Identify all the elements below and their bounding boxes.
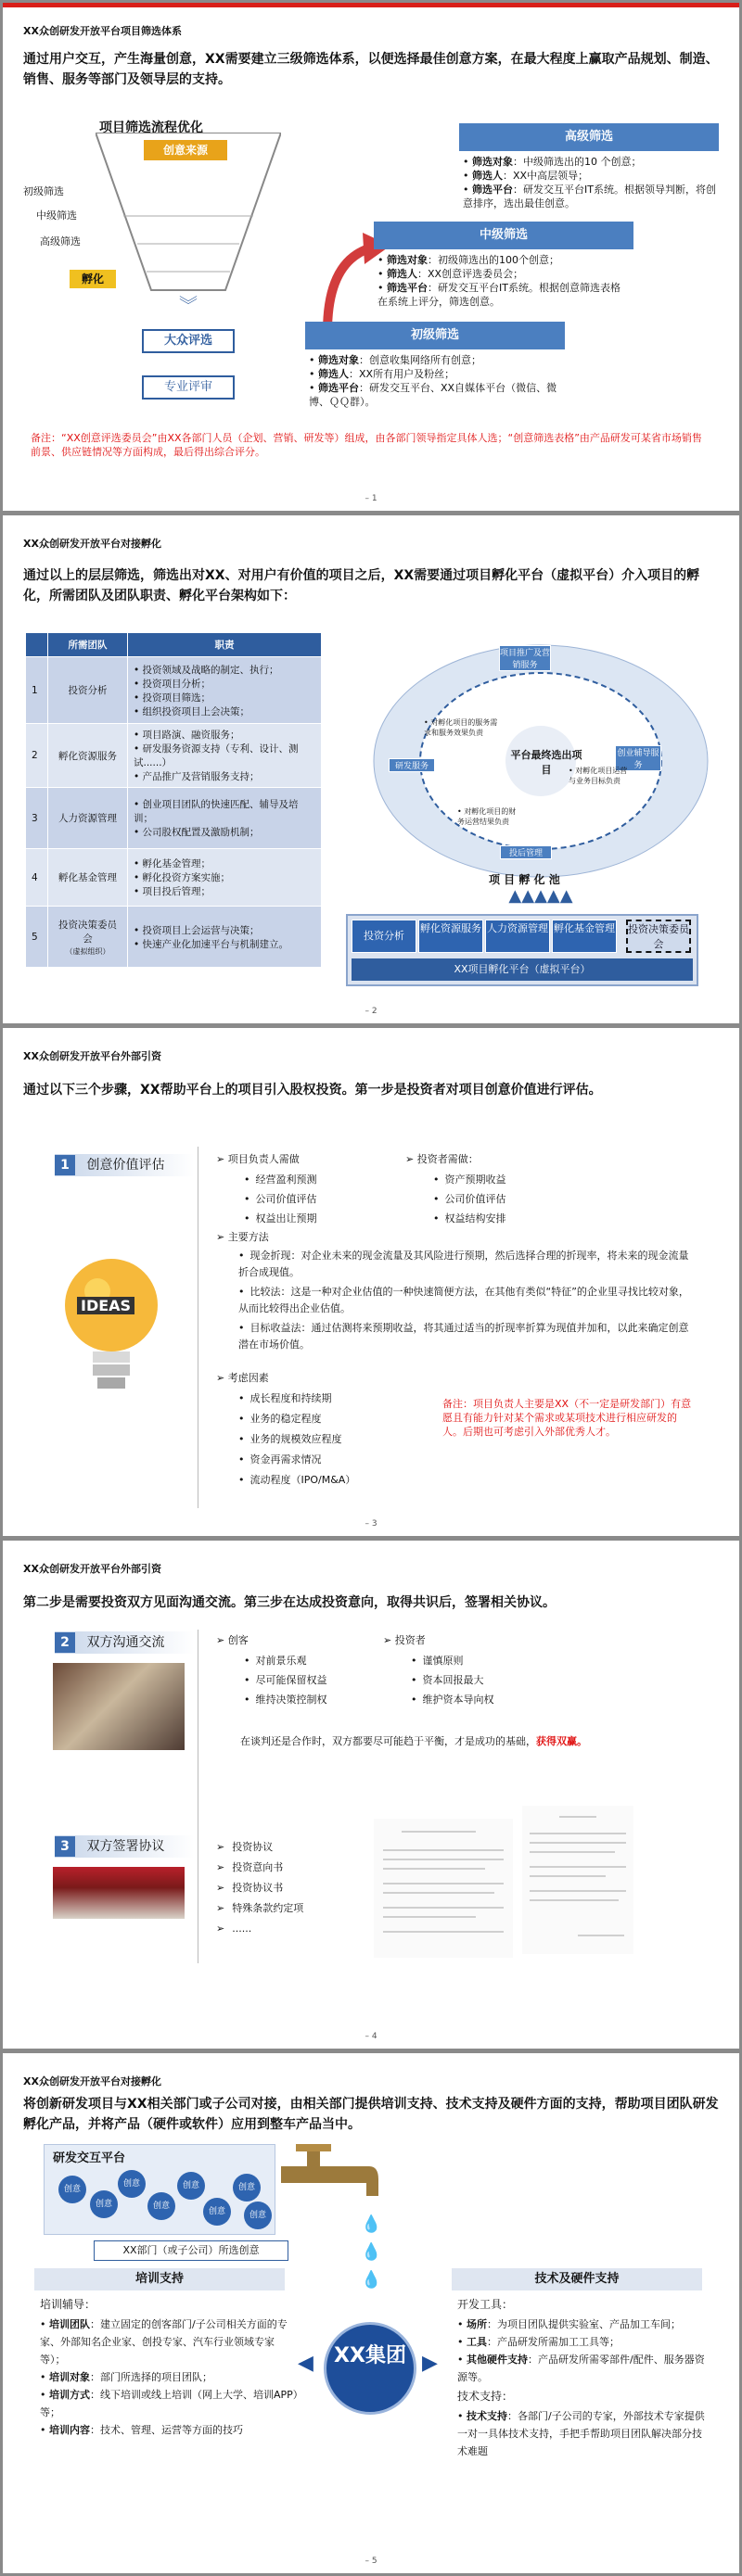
agreement-doc-thumbnail: [374, 1819, 513, 1958]
level-high-header: 高级筛选: [459, 123, 719, 151]
slide-4: [3, 1541, 739, 2049]
slide-title: XX众创研发开放平台对接孵化: [23, 538, 161, 550]
platform-label: 研发交互平台: [53, 2151, 126, 2165]
investor-block: [383, 1633, 494, 1709]
level-mid-line-3: • 筛选平台：研发交互平台IT系统。根据创意筛选表格在系统上评分，筛选创意。: [377, 282, 620, 308]
funnel-title: 项目筛选流程优化: [99, 121, 203, 135]
table-header-row: [26, 633, 322, 657]
platform-box-hr: 人力资源管理: [485, 920, 550, 953]
step-label: 创意价值评估: [86, 1158, 165, 1173]
agreement-doc-thumbnail: [522, 1806, 633, 1954]
train-item: • 培训内容：技术、管理、运营等方面的技巧: [40, 2424, 243, 2436]
page-number: – 5: [365, 2557, 377, 2566]
platform-name: XX项目孵化平台（虚拟平台）: [352, 958, 693, 981]
step-label: 双方签署协议: [86, 1839, 165, 1854]
slide-title: XX众创研发开放平台项目筛选体系: [23, 25, 182, 37]
step-label: 双方沟通交流: [86, 1635, 165, 1650]
level-high-body: [463, 155, 724, 210]
expert-review-label: 专业评审: [142, 375, 235, 400]
tech-body: [457, 2296, 708, 2460]
table-row: [26, 849, 322, 907]
method-title: ➢ 主要方法: [216, 1231, 269, 1243]
slide-lead: 通过以下三个步骤，XX帮助平台上的项目引入股权投资。第一步是投资者对项目创意价值进行评估。: [23, 1083, 602, 1098]
footnote: 备注：项目负责人主要是XX（不一定是研发部门）有意愿且有能力针对某个需求或某项技术进行相应研发的人。后期也可考虑引入外部优秀人才。: [442, 1398, 692, 1438]
step-number: 2: [55, 1632, 75, 1653]
level-high-line-2: • 筛选人：XX中高层领导；: [463, 170, 589, 182]
row-number: 1: [26, 657, 48, 724]
cycle-note-1: • 对孵化项目的服务需求和服务效果负责: [424, 718, 498, 737]
ideas-word: IDEAS: [77, 1297, 134, 1314]
page-number: – 1: [365, 494, 377, 503]
slide-lead: 将创新研发项目与XX相关部门或子公司对接，由相关部门提供培训支持、技术支持及硬件方面的支持，帮助项目团队研发孵化产品，并将产品（硬件或软件）应用到整车产品当中。: [23, 2097, 719, 2132]
doc-item: ➢ 投资协议书: [216, 1878, 303, 1898]
train-body: [40, 2296, 300, 2439]
table-row: [26, 788, 322, 849]
platform-box-fund: 孵化基金管理: [552, 920, 617, 953]
level-low-line-2: • 筛选人：XX所有用户及粉丝；: [309, 368, 455, 380]
step-2-bar: [55, 1631, 194, 1654]
tech-item: • 技术支持：各部门/子公司的专家，外部技术专家提供一对一具体技术支持，手把手帮助项目团队解决部分技术难题: [457, 2410, 705, 2457]
cycle-node-marketing: 项目推广及营销服务: [499, 645, 551, 671]
cycle-node-rnd: 研发服务: [389, 758, 435, 772]
step-1-bar: [55, 1154, 194, 1176]
slide-lead: 通过用户交互，产生海量创意，XX需要建立三级筛选体系，以便选择最佳创意方案，在最大程度上赢取产品规划、制造、销售、服务等部门及领导层的支持。: [23, 52, 719, 87]
doc-item: ➢ 特殊条款约定项: [216, 1898, 303, 1919]
investor-title: ➢ 投资者需做：: [405, 1153, 479, 1165]
train-subtitle: 培训辅导：: [40, 2298, 96, 2311]
slide-1: [3, 3, 739, 511]
public-review-label: 大众评选: [142, 329, 235, 353]
level-mid-header: 中级筛选: [374, 222, 633, 249]
incubate-label: 孵化: [70, 270, 116, 288]
tech-item: • 工具：产品研发所需加工工具等；: [457, 2336, 620, 2348]
level-low-body: [309, 353, 559, 409]
method-item: • 目标收益法：通过估测将来预期收益，将其通过适当的折现率折算为现值并加和，以此来确定创意潜在市场价值。: [238, 1320, 698, 1353]
step-number: 3: [55, 1836, 75, 1857]
level-mid-line-2: • 筛选人：XX创意评选委员会；: [377, 268, 524, 280]
table-row: [26, 907, 322, 968]
dev-tools-subtitle: 开发工具：: [457, 2298, 514, 2311]
handshake-photo: [53, 1663, 185, 1750]
row-team: 人力资源管理: [48, 788, 128, 849]
cycle-note-2: • 对孵化项目运营与业务目标负责: [569, 767, 628, 785]
table-row: [26, 657, 322, 724]
tech-item: • 场所：为项目团队提供实验室、产品加工车间；: [457, 2318, 681, 2330]
row-team: 投资分析: [48, 657, 128, 724]
team-table: [25, 632, 322, 968]
left-label-mid: 中级筛选: [36, 209, 77, 222]
page-number: – 3: [365, 1519, 377, 1529]
row-duties: • 创业项目团队的快速匹配、辅导及培训； • 公司股权配置及激励机制；: [128, 788, 322, 849]
investor-title: ➢ 投资者: [383, 1634, 426, 1646]
faucet-icon: [281, 2142, 383, 2207]
slide-5: [3, 2053, 739, 2573]
level-low-header: 初级筛选: [305, 322, 565, 349]
page-number: – 2: [365, 1007, 377, 1016]
slide-lead: 第二步是需要投资双方见面沟通交流。第三步在达成投资意向，取得共识后，签署相关协议。: [23, 1595, 556, 1610]
factor-item: • 资金再需求情况: [238, 1450, 355, 1470]
footnote: 备注：“XX创意评选委员会”由XX各部门人员（企划、营销、研发等）组成，由各部门领导指定具体人选；“创意筛选表格”由产品研发可某省市场销售前景、供应链情况等方面构成，最后得出综合评分。: [31, 432, 702, 458]
platform-box-resource: 孵化资源服务: [418, 920, 483, 953]
leader-title: ➢ 项目负责人需做: [216, 1153, 300, 1165]
left-label-high: 高级筛选: [40, 235, 81, 247]
dept-selection-label: XX部门（或子公司）所选创意: [94, 2240, 288, 2261]
idea-bubble: 创意: [233, 2174, 261, 2202]
summary-emphasis: 获得双赢。: [536, 1735, 587, 1747]
cycle-note-3: • 对孵化项目的财务运营结果负责: [457, 807, 517, 826]
step-number: 1: [55, 1155, 75, 1175]
row-team: 孵化基金管理: [48, 849, 128, 907]
train-item: • 培训对象：部门所选择的项目团队；: [40, 2371, 212, 2383]
platform-box-committee: 投资决策委员会: [626, 920, 691, 953]
step-3-bar: [55, 1835, 194, 1858]
idea-bubble: 创意: [147, 2192, 175, 2220]
platform-box-invest: 投资分析: [352, 920, 416, 953]
table-row: [26, 724, 322, 788]
idea-bubble: 创意: [118, 2170, 146, 2198]
up-arrows: ▲▲▲▲▲: [508, 886, 573, 906]
investor-item: • 公司价值评估: [433, 1189, 506, 1209]
factor-item: • 业务的稳定程度: [238, 1409, 355, 1429]
tech-title: 技术及硬件支持: [452, 2268, 702, 2290]
col-header-team: 所需团队: [48, 633, 128, 657]
idea-bubble: 创意: [244, 2202, 272, 2229]
level-low-line-1: • 筛选对象：创意收集网络所有创意；: [309, 354, 481, 366]
doc-item: ➢ 投资协议: [216, 1837, 303, 1858]
level-high-line-3: • 筛选平台：研发交互平台IT系统。根据领导判断，将创意排序，选出最佳创意。: [463, 184, 716, 209]
chevron-down-icon: ︾: [179, 294, 198, 316]
row-number: 4: [26, 849, 48, 907]
row-number: 5: [26, 907, 48, 968]
row-duties: • 投资项目上会运营与决策； • 快速产业化加速平台与机制建立。: [128, 907, 322, 968]
investor-item: • 资本回报最大: [411, 1670, 494, 1690]
tech-support-subtitle: 技术支持：: [457, 2390, 514, 2403]
tech-item: • 其他硬件支持：产品研发所需零部件/配件、服务器资源等。: [457, 2354, 705, 2383]
right-arrow-icon: ▶: [422, 2352, 438, 2375]
page-number: – 4: [365, 2032, 377, 2041]
left-arrow-icon: ◀: [298, 2352, 313, 2375]
slide-accent-bar: [3, 3, 739, 7]
slide-3: [3, 1028, 739, 1536]
summary-text: 在谈判还是合作时，双方都要尽可能趋于平衡，才是成功的基础，获得双赢。: [240, 1735, 587, 1747]
idea-bubble: 创意: [90, 2190, 118, 2218]
method-item: • 现金折现：对企业未来的现金流量及其风险进行预期，然后选择合理的折现率，将未来的现金流量折合成现值。: [238, 1248, 698, 1281]
investor-block: [405, 1152, 506, 1228]
method-item: • 比较法：这是一种对企业估值的一种快速简便方法，在其他有类似“特征”的企业里寻找比较对象，从而比较得出企业估值。: [238, 1284, 698, 1317]
row-team: 投资决策委员会 （虚拟组织）: [48, 907, 128, 968]
investor-item: • 资产预期收益: [433, 1170, 506, 1189]
slide-title: XX众创研发开放平台外部引资: [23, 1050, 161, 1062]
founder-title: ➢ 创客: [216, 1634, 249, 1646]
row-number: 2: [26, 724, 48, 788]
idea-bubbles: [58, 2170, 272, 2231]
founder-item: • 维持决策控制权: [244, 1690, 327, 1709]
level-high-line-1: • 筛选对象：中级筛选出的10 个创意；: [463, 156, 642, 168]
incubation-pool-label: 项 目 孵 化 池: [489, 873, 560, 886]
slide-2: [3, 515, 739, 1023]
cycle-center: 平台最终选出项目: [510, 749, 582, 776]
row-number: 3: [26, 788, 48, 849]
investor-item: • 谨慎原则: [411, 1651, 494, 1670]
train-item: • 培训方式：线下培训或线上培训（网上大学、培训APP）等；: [40, 2389, 299, 2418]
investor-item: • 维护资本导向权: [411, 1690, 494, 1709]
leader-block: [216, 1152, 317, 1228]
level-mid-line-1: • 筛选对象：初级筛选出的100个创意；: [377, 254, 559, 266]
water-drops: 💧 💧 💧: [361, 2214, 382, 2290]
row-duties: • 项目路演、融资服务； • 研发服务资源支持（专利、设计、测试......） • 产品推广及营销服务支持；: [128, 724, 322, 788]
doc-list: [216, 1837, 303, 1939]
train-title: 培训支持: [34, 2268, 285, 2290]
idea-bubble: 创意: [58, 2176, 86, 2203]
slide-title: XX众创研发开放平台对接孵化: [23, 2075, 161, 2087]
investor-item: • 权益结构安排: [433, 1209, 506, 1228]
lightbulb-icon: [60, 1254, 162, 1412]
center-circle: XX集团: [324, 2322, 416, 2415]
funnel-graphic: [96, 133, 281, 318]
idea-bubble: 创意: [203, 2198, 231, 2226]
idea-bubble: 创意: [177, 2172, 205, 2200]
founder-item: • 尽可能保留权益: [244, 1670, 327, 1690]
row-duties: • 孵化基金管理； • 孵化投资方案实施； • 项目投后管理；: [128, 849, 322, 907]
leader-item: • 公司价值评估: [244, 1189, 317, 1209]
level-low-line-3: • 筛选平台：研发交互平台、XX自媒体平台（微信、微博、ＱＱ群）。: [309, 382, 557, 408]
factor-item: • 业务的规模效应程度: [238, 1429, 355, 1450]
factor-title: ➢ 考虑因素: [216, 1372, 269, 1384]
cycle-node-coaching: 创业辅导服务: [615, 745, 661, 771]
method-block: [216, 1230, 698, 1353]
train-item: • 培训团队：建立固定的创客部门/子公司相关方面的专家、外部知名企业家、创投专家、汽车行业领域专家等）；: [40, 2318, 288, 2366]
doc-item: ➢ 投资意向书: [216, 1858, 303, 1878]
founder-block: [216, 1633, 327, 1709]
leader-item: • 权益出让预期: [244, 1209, 317, 1228]
factor-item: • 成长程度和持续期: [238, 1389, 355, 1409]
signing-photo: [53, 1867, 185, 1919]
col-header-duty: 职责: [128, 633, 322, 657]
cycle-node-post-invest: 投后管理: [500, 845, 552, 859]
left-label-primary: 初级筛选: [23, 185, 64, 197]
founder-item: • 对前景乐观: [244, 1651, 327, 1670]
slide-lead: 通过以上的层层筛选，筛选出对XX、对用户有价值的项目之后，XX需要通过项目孵化平台（虚拟平台）介入项目的孵化，所需团队及团队职责、孵化平台架构如下：: [23, 568, 700, 603]
slide-title: XX众创研发开放平台外部引资: [23, 1563, 161, 1575]
leader-item: • 经营盈利预测: [244, 1170, 317, 1189]
funnel-top-label: 创意来源: [144, 140, 227, 160]
factor-item: • 流动程度（IPO/M&A）: [238, 1470, 355, 1491]
row-duties: • 投资领域及战略的制定、执行； • 投资项目分析； • 投资项目筛选； • 组织投资项目上会决策；: [128, 657, 322, 724]
row-team: 孵化资源服务: [48, 724, 128, 788]
doc-item: ➢ ......: [216, 1919, 303, 1939]
level-mid-body: [377, 253, 628, 309]
factor-block: [216, 1371, 355, 1491]
